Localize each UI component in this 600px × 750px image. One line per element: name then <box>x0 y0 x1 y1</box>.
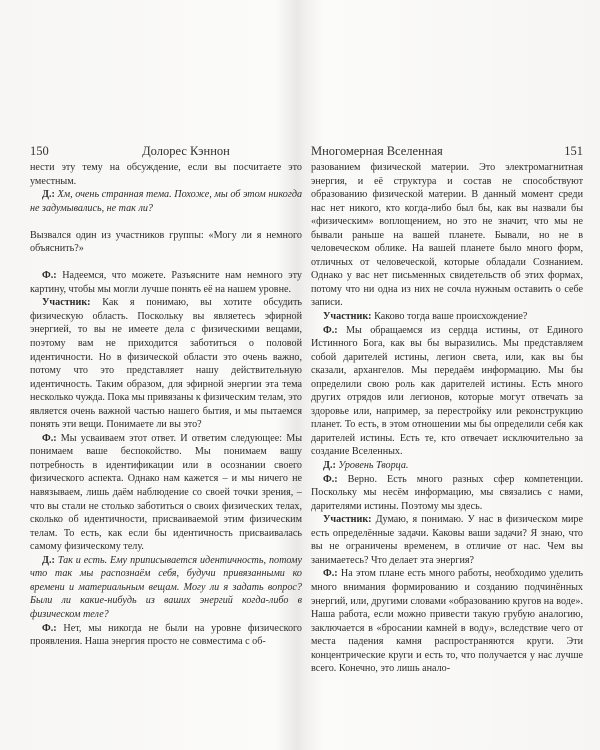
paragraph-text: Мы усваиваем этот ответ. И ответим следующее: Мы понимаем ваше беспокойство. Мы понимаем вашу потребность в идентификации или в осознании своего физического аспекта. Однако нам кажется – и мы ничего не навязываем, лишь даём наблюдение со своей точки зрения, – что вы стали не столько заботиться о своих физических телах, сколько об идентичности, присваиваемой этим физическим телам. То есть, как если бы идентичность присваивалась самому физическому телу. <box>30 432 303 553</box>
paragraph <box>30 188 302 215</box>
left-page <box>30 143 302 649</box>
paragraph <box>311 459 583 473</box>
paragraph <box>30 432 302 554</box>
speaker-label: Участник: <box>323 311 372 323</box>
paragraph-text: Надеемся, что можете. Разъясните нам немного эту картину, чтобы мы могли лучше понять её на нашем уровне. <box>30 270 302 295</box>
paragraph-text: Вызвался один из участников группы: «Могу ли я немного объяснить?» <box>30 229 302 255</box>
paragraph-text: Думаю, я понимаю. У нас в физическом мире есть определённые задачи. Каковы ваши задачи? Я знаю, что вы не ограничены временем, в отличие от нас. Чем вы занимаетесь? Что делает эта энергия? <box>311 514 583 566</box>
paragraph <box>311 567 583 675</box>
paragraph-text: На этом плане есть много работы, необходимо уделить много внимания формированию и созданию подчинённых энергий, или, другими словами «образованию кругов на воде». Наша работа, если можно привести такую грубую аналогию, заключается в «бросании камней в воду», вследствие чего от места падения камня распространяются круги. Эти концентрические круги и есть то, что получается у нас лучше всего. Конечно, это лишь анало- <box>311 568 584 675</box>
paragraph-text: Каково тогда ваше происхождение? <box>374 311 528 323</box>
paragraph-text: Мы обращаемся из сердца истины, от Единого Истинного Бога, как вы бы выразились. Мы представляем собой дарителей истины, легион света, или, как вы бы сказали, архангелов. Мы передаём информацию. Мы бы определили свою роль как дарителей истины. Есть много других отрядов или легионов, которые могут отвечать за здоровье или, например, за перестройку или реконструкцию планет. То есть, в этом отношении мы бы определили себя как дарителей истины. Есть те, кто отвечает исключительно за создание Вселенных. <box>311 324 583 458</box>
paragraph-text: Как я понимаю, вы хотите обсудить физическую область. Поскольку вы являетесь эфирной энергией, то вы не имеете дела с физическими вещами, поэтому вам не приходится заботиться о половой идентичности. Но в физической области это очень важно, потому что это представляет нашу действительную идентичность. Таким образом, для эфирной энергии эта тема несколько чужда. Пока мы привязаны к физическим телам, это является очень важной частью нашего бытия, и мы пытаемся понять эти вещи. Понимаете ли вы это? <box>30 297 303 431</box>
speaker-label: Участник: <box>42 297 91 309</box>
paragraph <box>311 513 583 567</box>
right-page <box>311 143 583 676</box>
left-page-number: 150 <box>30 144 49 158</box>
speaker-label: Ф.: <box>42 432 57 444</box>
speaker-label: Ф.: <box>323 568 338 580</box>
right-page-number: 151 <box>564 144 583 158</box>
speaker-label: Д.: <box>323 460 336 472</box>
paragraph-text: Нет, мы никогда не были на уровне физического проявления. Наша энергия просто не совместима с об- <box>30 622 302 648</box>
speaker-label: Ф.: <box>42 270 57 282</box>
paragraph <box>30 554 302 622</box>
paragraph-text: Хм, очень странная тема. Похоже, мы об этом никогда не задумывались, не так ли? <box>30 189 303 214</box>
paragraph-text: Так и есть. Ему приписывается идентичность, потому что так мы распознаём себя, будучи привязанными ко времени и материальным вещам. Могу ли я задать вопрос? Были ли какие-нибудь из ваших энергий когда-либо в физическом теле? <box>30 554 303 620</box>
paragraph <box>311 310 583 324</box>
paragraph <box>30 161 302 188</box>
paragraph <box>30 622 302 649</box>
paragraph <box>30 269 302 296</box>
paragraph-text: разованием физической материи. Это электромагнитная энергия, и её структура и состав не способствуют образованию физической материи. В данный момент среди нас нет никого, кто когда-либо был бы, как вы назвали бы «физическим» воплощением, но это не значит, что мы не бывали раньше на вашей планете. Бывали, но не в человеческом облике. На вашей планете было много форм, отличных от человеческой, которые обладали Сознанием. Однако у вас нет письменных свидетельств об этих формах, потому что ни одна из них не сочла нужным оставить о себе записи. <box>311 162 583 309</box>
speaker-label: Д.: <box>42 554 55 566</box>
paragraph-text: Уровень Творца. <box>338 460 409 472</box>
speaker-label: Ф.: <box>42 622 57 634</box>
left-page-body <box>30 161 302 649</box>
paragraph <box>30 296 302 431</box>
paragraph <box>311 324 583 459</box>
paragraph-text: Верно. Есть много разных сфер компетенции. Поскольку мы несём информацию, мы связались с нами, дарителями истины. Поэтому мы здесь. <box>311 473 584 512</box>
paragraph-text: нести эту тему на обсуждение, если вы посчитаете это уместным. <box>30 162 302 187</box>
speaker-label: Участник: <box>323 514 372 526</box>
right-page-body <box>311 161 583 676</box>
speaker-label: Д.: <box>42 189 55 201</box>
left-running-head: Долорес Кэннон <box>142 144 230 158</box>
right-running-head: Многомерная Вселенная <box>311 144 443 158</box>
speaker-label: Ф.: <box>323 473 338 485</box>
left-page-header <box>30 143 302 160</box>
paragraph <box>311 473 583 514</box>
speaker-label: Ф.: <box>323 324 338 336</box>
paragraph <box>30 229 302 256</box>
right-page-header <box>311 143 583 160</box>
paragraph <box>311 161 583 310</box>
